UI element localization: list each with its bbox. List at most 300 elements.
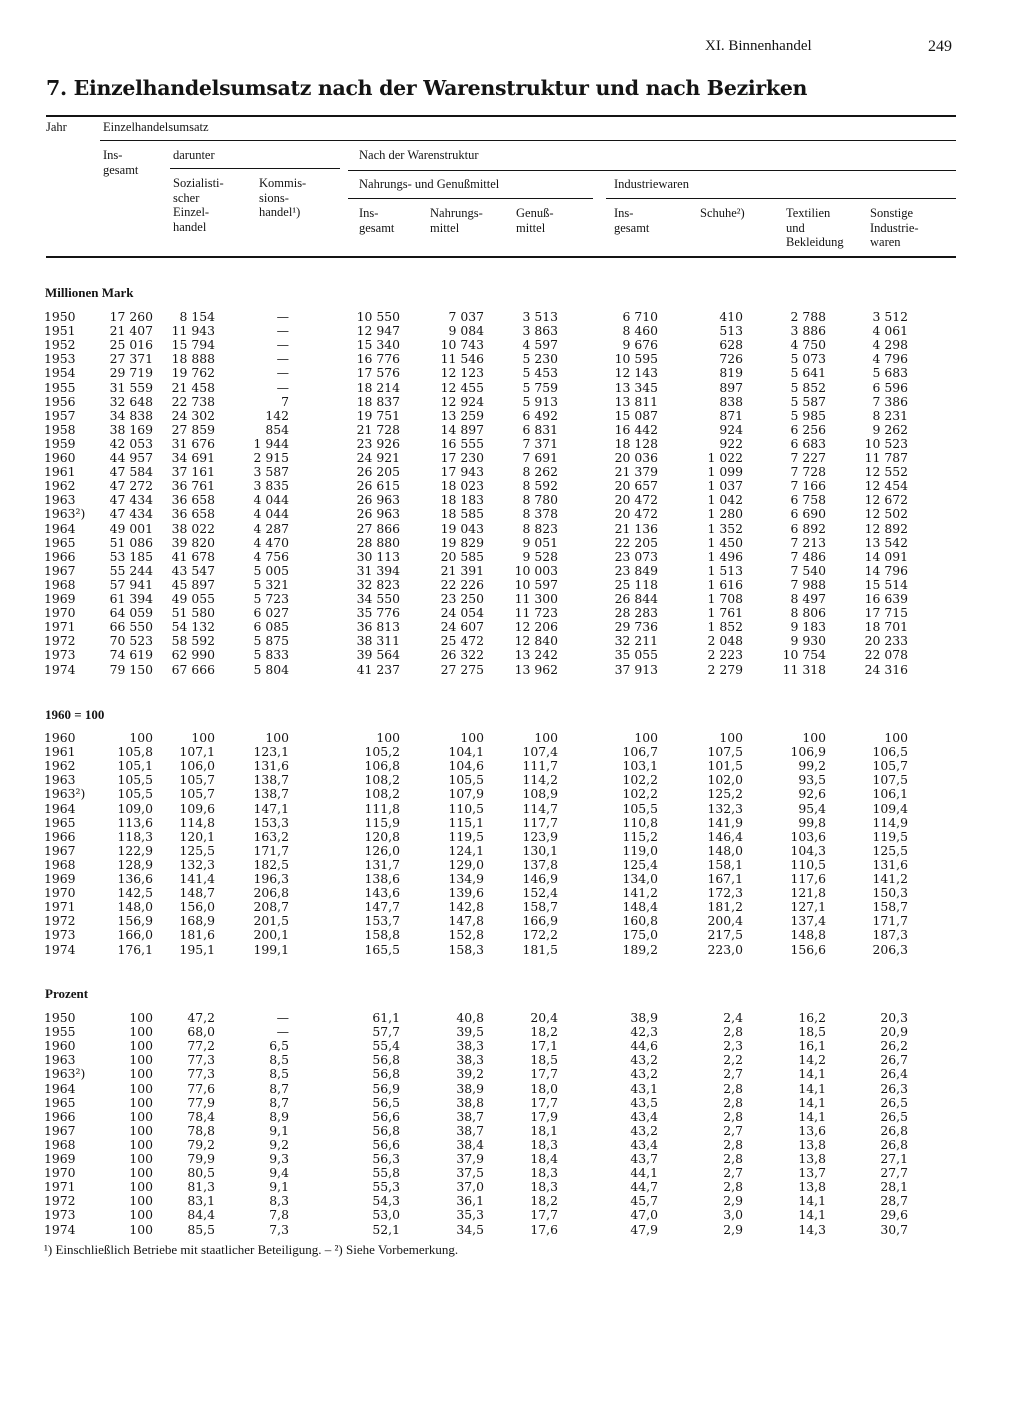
- value-cell: —: [276, 1024, 289, 1040]
- value-cell: 4 044: [253, 506, 289, 522]
- value-cell: 223,0: [707, 941, 743, 957]
- value-cell: 106,5: [872, 744, 908, 760]
- value-cell: 8 378: [522, 506, 558, 522]
- value-cell: 8,9: [269, 1108, 289, 1124]
- value-cell: 2,9: [723, 1193, 743, 1209]
- value-cell: 35,3: [456, 1207, 484, 1223]
- value-cell: 14,1: [798, 1066, 826, 1082]
- value-cell: 20 585: [440, 548, 484, 564]
- value-cell: 109,4: [872, 800, 908, 816]
- value-cell: 68,0: [187, 1024, 215, 1040]
- value-cell: 2,7: [723, 1122, 743, 1138]
- value-cell: 101,5: [707, 758, 743, 774]
- value-cell: 16,1: [798, 1038, 826, 1054]
- value-cell: 11 300: [514, 591, 558, 606]
- value-cell: 92,6: [798, 786, 826, 802]
- value-cell: 20 233: [864, 633, 908, 649]
- header-rule-nahrung: [348, 198, 593, 199]
- table-row: [0, 759, 1024, 773]
- year-cell: 1963: [44, 492, 76, 508]
- value-cell: 5 683: [872, 365, 908, 381]
- year-cell: 1960: [44, 730, 76, 745]
- value-cell: 13,8: [798, 1151, 826, 1166]
- value-cell: 14,3: [798, 1221, 826, 1237]
- value-cell: 43 547: [171, 562, 215, 578]
- value-cell: 17 260: [109, 309, 153, 324]
- value-cell: 187,3: [872, 927, 908, 943]
- table-row: [0, 409, 1024, 423]
- value-cell: 18 701: [864, 619, 908, 635]
- value-cell: 29 736: [614, 619, 658, 635]
- value-cell: 1 099: [707, 464, 743, 480]
- value-cell: 6 683: [790, 435, 826, 451]
- header-rule-einzelhandel: [100, 140, 956, 141]
- value-cell: 8 780: [522, 492, 558, 508]
- table-row: [0, 1025, 1024, 1039]
- value-cell: 28 283: [614, 605, 658, 621]
- value-cell: 37,5: [456, 1165, 484, 1181]
- value-cell: 28,7: [880, 1193, 908, 1209]
- value-cell: 100: [129, 1179, 153, 1195]
- value-cell: 4 597: [522, 337, 558, 353]
- value-cell: 9,2: [269, 1136, 289, 1152]
- value-cell: 12 123: [440, 365, 484, 381]
- value-cell: 18,5: [798, 1024, 826, 1040]
- year-cell: 1954: [44, 365, 76, 381]
- value-cell: 2,8: [723, 1094, 743, 1110]
- value-cell: 100: [129, 1024, 153, 1040]
- value-cell: 628: [719, 337, 743, 353]
- value-cell: 13 345: [614, 379, 658, 395]
- value-cell: 44,6: [630, 1038, 658, 1054]
- value-cell: 117,6: [790, 871, 826, 886]
- value-cell: 43,7: [630, 1151, 658, 1166]
- value-cell: 17 230: [440, 450, 484, 465]
- value-cell: 10 597: [514, 576, 558, 592]
- value-cell: 22 078: [864, 647, 908, 663]
- value-cell: 27 859: [171, 421, 215, 437]
- value-cell: 18,3: [530, 1136, 558, 1152]
- value-cell: 38,8: [456, 1094, 484, 1110]
- year-cell: 1964: [44, 520, 76, 536]
- table-row: [0, 564, 1024, 578]
- value-cell: 166,9: [522, 913, 558, 929]
- value-cell: 26 844: [614, 591, 658, 606]
- value-cell: 40,8: [456, 1010, 484, 1025]
- table-row: [0, 802, 1024, 816]
- value-cell: 42 053: [109, 435, 153, 451]
- value-cell: 8 262: [522, 464, 558, 480]
- value-cell: 125,5: [872, 842, 908, 858]
- section-label-millionen-mark: Millionen Mark: [45, 285, 134, 300]
- year-cell: 1972: [44, 1193, 76, 1209]
- value-cell: 142,5: [117, 885, 153, 901]
- value-cell: 7 540: [790, 562, 826, 578]
- value-cell: 121,8: [790, 885, 826, 901]
- value-cell: 1 280: [707, 506, 743, 522]
- value-cell: 200,1: [253, 927, 289, 943]
- value-cell: 5 804: [253, 661, 289, 677]
- value-cell: 26 963: [356, 506, 400, 522]
- section-label-prozent: Prozent: [45, 986, 89, 1001]
- value-cell: 23 926: [356, 435, 400, 451]
- value-cell: 53 185: [109, 548, 153, 564]
- year-cell: 1968: [44, 1136, 76, 1152]
- value-cell: 95,4: [798, 800, 826, 816]
- value-cell: 105,5: [117, 786, 153, 802]
- value-cell: 14,1: [798, 1080, 826, 1096]
- value-cell: 55,4: [372, 1038, 400, 1054]
- value-cell: 14 897: [440, 421, 484, 437]
- value-cell: 127,1: [790, 899, 826, 915]
- value-cell: 49 055: [171, 591, 215, 606]
- value-cell: 5 230: [522, 351, 558, 367]
- value-cell: 168,9: [179, 913, 215, 929]
- value-cell: 410: [719, 309, 743, 324]
- value-cell: 34,5: [456, 1221, 484, 1237]
- year-cell: 1961: [44, 744, 76, 760]
- value-cell: 2 788: [790, 309, 826, 324]
- value-cell: 107,5: [707, 744, 743, 760]
- value-cell: 17,7: [530, 1094, 558, 1110]
- value-cell: 45 897: [171, 576, 215, 592]
- table-row: [0, 1082, 1024, 1096]
- value-cell: 138,7: [253, 772, 289, 788]
- value-cell: 6 831: [522, 421, 558, 437]
- value-cell: 32 648: [109, 393, 153, 409]
- value-cell: 37,9: [456, 1151, 484, 1166]
- value-cell: 4 750: [790, 337, 826, 353]
- value-cell: 18 837: [356, 393, 400, 409]
- value-cell: 125,4: [622, 856, 658, 872]
- value-cell: 21 728: [356, 421, 400, 437]
- value-cell: 8,5: [269, 1052, 289, 1068]
- value-cell: 19 829: [440, 534, 484, 550]
- value-cell: 14,1: [798, 1207, 826, 1223]
- value-cell: 24 607: [440, 619, 484, 635]
- value-cell: 22 738: [171, 393, 215, 409]
- value-cell: 2,8: [723, 1136, 743, 1152]
- value-cell: 100: [129, 1010, 153, 1025]
- value-cell: 8 497: [790, 591, 826, 606]
- value-cell: 7 386: [872, 393, 908, 409]
- value-cell: 27 371: [109, 351, 153, 367]
- value-cell: 110,8: [622, 814, 658, 830]
- year-cell: 1963²): [44, 786, 86, 802]
- value-cell: 18 183: [440, 492, 484, 508]
- value-cell: 47 584: [109, 464, 153, 480]
- value-cell: 20 472: [614, 492, 658, 508]
- col-header-einzelhandelsumsatz: Einzelhandelsumsatz: [103, 120, 209, 134]
- col-header-nahrungsmittel: Nahrungs- mittel: [430, 206, 483, 235]
- year-cell: 1962: [44, 758, 76, 774]
- value-cell: 20 472: [614, 506, 658, 522]
- table-row: [0, 606, 1024, 620]
- value-cell: 47,0: [630, 1207, 658, 1223]
- value-cell: 6 492: [522, 407, 558, 423]
- value-cell: 100: [460, 730, 484, 745]
- year-cell: 1972: [44, 633, 76, 649]
- year-cell: 1971: [44, 899, 76, 915]
- footnote: ¹) Einschließlich Betriebe mit staatlicher Beteiligung. – ²) Siehe Vorbemerkung.: [44, 1242, 459, 1257]
- value-cell: 1 708: [707, 591, 743, 606]
- value-cell: 8,3: [269, 1193, 289, 1209]
- value-cell: 5 073: [790, 351, 826, 367]
- value-cell: 119,5: [448, 828, 484, 844]
- value-cell: 44 957: [109, 450, 153, 465]
- year-cell: 1972: [44, 913, 76, 929]
- value-cell: 1 450: [707, 534, 743, 550]
- value-cell: 2,7: [723, 1066, 743, 1082]
- value-cell: 172,3: [707, 885, 743, 901]
- value-cell: 111,7: [522, 758, 558, 774]
- value-cell: 26,3: [880, 1080, 908, 1096]
- col-header-darunter: darunter: [173, 148, 215, 162]
- value-cell: 110,5: [448, 800, 484, 816]
- value-cell: 57,7: [372, 1024, 400, 1040]
- value-cell: 147,7: [364, 899, 400, 915]
- value-cell: 26,8: [880, 1122, 908, 1138]
- value-cell: 109,0: [117, 800, 153, 816]
- value-cell: 14,1: [798, 1193, 826, 1209]
- value-cell: 18 023: [440, 478, 484, 494]
- table-row: [0, 352, 1024, 366]
- value-cell: 175,0: [622, 927, 658, 943]
- value-cell: 7 166: [790, 478, 826, 494]
- value-cell: 2,2: [723, 1052, 743, 1068]
- col-header-ng-insgesamt: Ins- gesamt: [359, 206, 395, 235]
- value-cell: 100: [129, 1038, 153, 1054]
- year-cell: 1962: [44, 478, 76, 494]
- value-cell: 85,5: [187, 1221, 215, 1237]
- value-cell: 8 231: [872, 407, 908, 423]
- value-cell: 128,9: [117, 856, 153, 872]
- value-cell: 7,3: [269, 1221, 289, 1237]
- value-cell: 25 118: [614, 576, 658, 592]
- value-cell: 1 037: [707, 478, 743, 494]
- value-cell: 16 776: [356, 351, 400, 367]
- year-cell: 1953: [44, 351, 76, 367]
- value-cell: 1 616: [707, 576, 743, 592]
- table-row: [0, 773, 1024, 787]
- value-cell: 124,1: [448, 842, 484, 858]
- value-cell: 7,8: [269, 1207, 289, 1223]
- table-row: [0, 1194, 1024, 1208]
- table-row: [0, 634, 1024, 648]
- value-cell: 100: [129, 1151, 153, 1166]
- value-cell: 26 963: [356, 492, 400, 508]
- value-cell: 5 985: [790, 407, 826, 423]
- value-cell: 51 580: [171, 605, 215, 621]
- value-cell: 25 016: [109, 337, 153, 353]
- value-cell: 74 619: [109, 647, 153, 663]
- value-cell: 13,8: [798, 1179, 826, 1195]
- value-cell: 43,2: [630, 1122, 658, 1138]
- value-cell: 130,1: [522, 842, 558, 858]
- year-cell: 1951: [44, 323, 76, 339]
- table-row: [0, 1152, 1024, 1166]
- value-cell: 131,6: [872, 856, 908, 872]
- value-cell: 3 512: [872, 309, 908, 324]
- value-cell: 80,5: [187, 1165, 215, 1181]
- value-cell: 14,2: [798, 1052, 826, 1068]
- value-cell: 105,5: [622, 800, 658, 816]
- value-cell: 125,5: [179, 842, 215, 858]
- year-cell: 1967: [44, 842, 76, 858]
- value-cell: 35 776: [356, 605, 400, 621]
- value-cell: 196,3: [253, 871, 289, 886]
- value-cell: 17,7: [530, 1207, 558, 1223]
- year-cell: 1959: [44, 435, 76, 451]
- value-cell: 13,6: [798, 1122, 826, 1138]
- value-cell: 107,4: [522, 744, 558, 760]
- value-cell: 47,9: [630, 1221, 658, 1237]
- value-cell: 24 921: [356, 450, 400, 465]
- value-cell: 7: [281, 393, 289, 409]
- value-cell: 38,3: [456, 1052, 484, 1068]
- value-cell: 12 455: [440, 379, 484, 395]
- value-cell: 84,4: [187, 1207, 215, 1223]
- year-cell: 1963²): [44, 506, 86, 522]
- value-cell: 23 250: [440, 591, 484, 606]
- value-cell: 2,3: [723, 1038, 743, 1054]
- value-cell: 61,1: [372, 1010, 400, 1025]
- value-cell: 26 205: [356, 464, 400, 480]
- value-cell: 104,1: [448, 744, 484, 760]
- value-cell: 19 762: [171, 365, 215, 381]
- value-cell: 79,2: [187, 1136, 215, 1152]
- value-cell: 106,7: [622, 744, 658, 760]
- value-cell: 1 513: [707, 562, 743, 578]
- table-row: [0, 844, 1024, 858]
- value-cell: 27 866: [356, 520, 400, 536]
- value-cell: 16 639: [864, 591, 908, 606]
- value-cell: 513: [719, 323, 743, 339]
- value-cell: 79,9: [187, 1151, 215, 1166]
- table-row: [0, 1096, 1024, 1110]
- value-cell: 24 054: [440, 605, 484, 621]
- value-cell: 109,6: [179, 800, 215, 816]
- value-cell: 107,5: [872, 772, 908, 788]
- table-row: [0, 310, 1024, 324]
- year-cell: 1974: [44, 941, 76, 957]
- value-cell: 12 892: [864, 520, 908, 536]
- table-row: [0, 1166, 1024, 1180]
- value-cell: 11 787: [864, 450, 908, 465]
- year-cell: 1971: [44, 619, 76, 635]
- value-cell: 14 091: [864, 548, 908, 564]
- value-cell: 100: [129, 1193, 153, 1209]
- value-cell: 99,8: [798, 814, 826, 830]
- table-row: [0, 1180, 1024, 1194]
- col-header-jahr: Jahr: [46, 120, 67, 134]
- value-cell: 3 513: [522, 309, 558, 324]
- table-row: [0, 324, 1024, 338]
- value-cell: 13 811: [614, 393, 658, 409]
- value-cell: 93,5: [798, 772, 826, 788]
- value-cell: 38 169: [109, 421, 153, 437]
- value-cell: 77,6: [187, 1080, 215, 1096]
- value-cell: 142: [265, 407, 289, 423]
- value-cell: 39 820: [171, 534, 215, 550]
- value-cell: 189,2: [622, 941, 658, 957]
- value-cell: 18 888: [171, 351, 215, 367]
- value-cell: 854: [265, 421, 289, 437]
- value-cell: 47 434: [109, 506, 153, 522]
- value-cell: 6 256: [790, 421, 826, 437]
- value-cell: 41 678: [171, 548, 215, 564]
- value-cell: 143,6: [364, 885, 400, 901]
- value-cell: 39,5: [456, 1024, 484, 1040]
- value-cell: 2,8: [723, 1024, 743, 1040]
- value-cell: 100: [129, 730, 153, 745]
- value-cell: 29 719: [109, 365, 153, 381]
- value-cell: 141,2: [872, 871, 908, 886]
- value-cell: 77,2: [187, 1038, 215, 1054]
- value-cell: 176,1: [117, 941, 153, 957]
- value-cell: 171,7: [253, 842, 289, 858]
- value-cell: —: [276, 323, 289, 339]
- value-cell: 137,8: [522, 856, 558, 872]
- value-cell: 26 615: [356, 478, 400, 494]
- value-cell: 78,4: [187, 1108, 215, 1124]
- table-row: [0, 536, 1024, 550]
- value-cell: 38,9: [630, 1010, 658, 1025]
- value-cell: 26,4: [880, 1066, 908, 1082]
- value-cell: 163,2: [253, 828, 289, 844]
- value-cell: 9 262: [872, 421, 908, 437]
- value-cell: 23 073: [614, 548, 658, 564]
- value-cell: 2 048: [707, 633, 743, 649]
- table-row: [0, 1039, 1024, 1053]
- value-cell: 81,3: [187, 1179, 215, 1195]
- value-cell: 41 237: [356, 661, 400, 677]
- value-cell: 1 852: [707, 619, 743, 635]
- header-rule-darunter: [170, 168, 340, 169]
- value-cell: 36 813: [356, 619, 400, 635]
- value-cell: 118,3: [117, 828, 153, 844]
- table-row: [0, 1138, 1024, 1152]
- value-cell: 9 930: [790, 633, 826, 649]
- value-cell: 106,9: [790, 744, 826, 760]
- value-cell: —: [276, 309, 289, 324]
- value-cell: 108,2: [364, 772, 400, 788]
- value-cell: 150,3: [872, 885, 908, 901]
- value-cell: 153,3: [253, 814, 289, 830]
- value-cell: 9 084: [448, 323, 484, 339]
- table-row: [0, 493, 1024, 507]
- value-cell: 110,5: [790, 856, 826, 872]
- table-row: [0, 745, 1024, 759]
- col-header-schuhe: Schuhe²): [700, 206, 745, 220]
- col-header-sonstige: Sonstige Industrie- waren: [870, 206, 919, 249]
- value-cell: 100: [265, 730, 289, 745]
- value-cell: 105,7: [179, 772, 215, 788]
- year-cell: 1968: [44, 576, 76, 592]
- value-cell: 56,3: [372, 1151, 400, 1166]
- value-cell: 156,6: [790, 941, 826, 957]
- value-cell: 66 550: [109, 619, 153, 635]
- value-cell: 100: [129, 1108, 153, 1124]
- value-cell: 43,4: [630, 1108, 658, 1124]
- value-cell: 4 061: [872, 323, 908, 339]
- value-cell: 24 316: [864, 661, 908, 677]
- value-cell: 7 227: [790, 450, 826, 465]
- value-cell: 100: [884, 730, 908, 745]
- table-row: [0, 465, 1024, 479]
- value-cell: 31 394: [356, 562, 400, 578]
- table-row: [0, 943, 1024, 957]
